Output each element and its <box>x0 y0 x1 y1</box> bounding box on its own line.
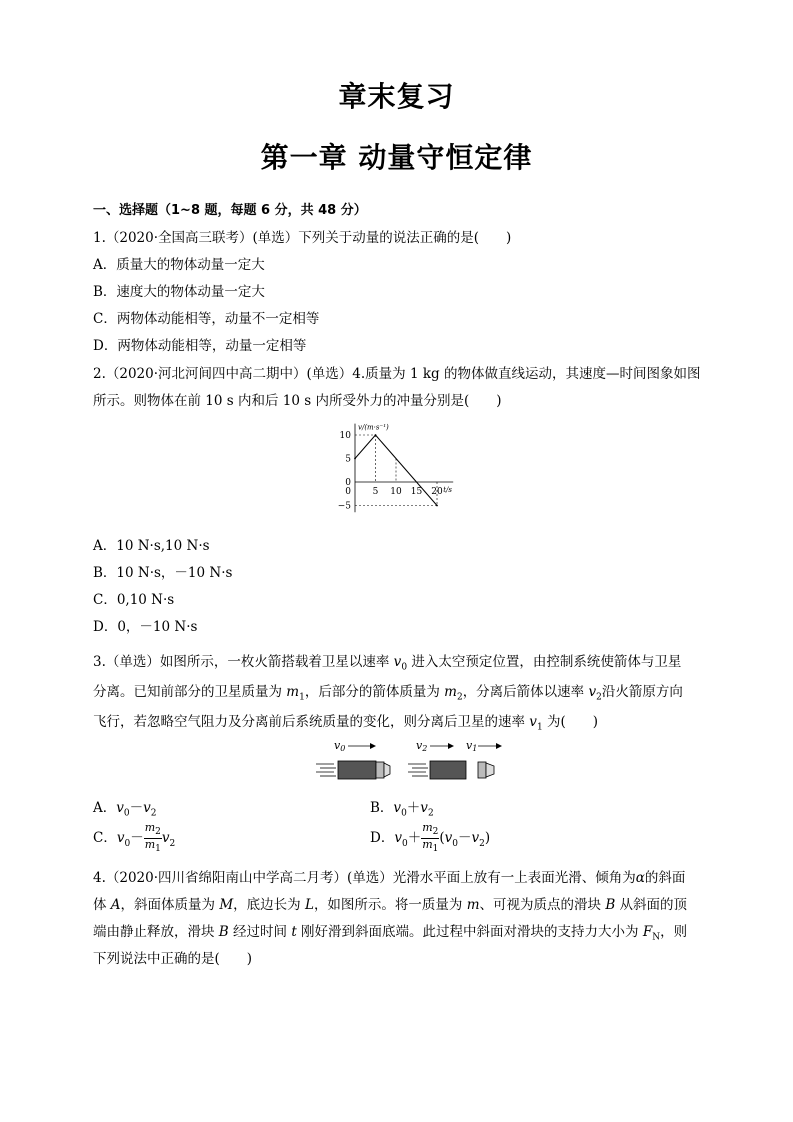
v2-label: v2 <box>416 739 428 753</box>
q1-option-d: D．两物体动能相等，动量一定相等 <box>93 338 307 354</box>
y-tick-label: 5 <box>345 454 351 465</box>
y-tick-label: −5 <box>337 501 351 512</box>
q2-option-d: D．0，－10 N·s <box>93 619 198 635</box>
q1-option-b: B．速度大的物体动量一定大 <box>93 284 265 300</box>
x-tick-label: 10 <box>390 487 402 497</box>
q2-option-b: B．10 N·s，－10 N·s <box>93 565 233 581</box>
exhaust-lines-left <box>316 764 336 776</box>
exhaust-lines-right <box>408 764 428 776</box>
q3-option-c: C．$v_0-$ $\frac{m_2}{m_1}$ $v_2$ <box>93 821 176 855</box>
q3-stem-line1: 3.（单选）如图所示，一枚火箭搭载着卫星以速率 $v_0$ 进入太空预定位置，由控制系统使箭体与卫星 <box>93 654 682 673</box>
q3-option-d: D．$v_0+$ $\frac{m_2}{m_1}$ $(v_0-v_2)$ <box>370 821 491 855</box>
velocity-time-graph <box>325 416 485 516</box>
page-title: 章末复习 <box>338 80 455 113</box>
rocket-separation-figure <box>310 738 505 786</box>
x-tick-label: 5 <box>372 487 379 497</box>
x-tick-label: 0 <box>345 487 351 497</box>
y-tick-label: 10 <box>339 431 351 441</box>
q3-option-b: B．$v_0+v_2$ <box>370 800 434 819</box>
q4-stem-line2: 体 A，斜面体质量为 M，底边长为 L，如图所示。将一质量为 m、可视为质点的滑块 B 从斜面的顶 <box>93 897 688 913</box>
q2-option-a: A．10 N·s,10 N·s <box>93 538 210 554</box>
q3-stem-line3: 飞行，若忽略空气阻力及分离前后系统质量的变化，则分离后卫星的速率 $v_1$ 为( ) <box>93 714 598 733</box>
booster-body <box>430 761 466 779</box>
q4-stem-line4: 下列说法中正确的是( ) <box>93 951 253 967</box>
v0-label: v0 <box>334 739 346 753</box>
q2-stem-line2: 所示。则物体在前 10 s 内和后 10 s 内所受外力的冲量分别是( ) <box>93 393 502 409</box>
rocket-body <box>338 761 376 779</box>
q4-stem-line1: 4.（2020·四川省绵阳南山中学高二月考）(单选）光滑水平面上放有一上表面光滑、倾角为α的斜面 <box>93 870 686 886</box>
data-point <box>354 458 356 460</box>
q4-stem-line3: 端由静止释放，滑块 B 经过时间 t 刚好滑到斜面底端。此过程中斜面对滑块的支持力大小为 $F_N$，则 <box>93 924 688 943</box>
velocity-line-segment <box>355 435 376 459</box>
q1-stem: 1.（2020·全国高三联考）(单选）下列关于动量的说法正确的是( ) <box>93 230 512 246</box>
data-point <box>375 434 377 436</box>
chapter-title: 第一章 动量守恒定律 <box>260 141 533 174</box>
section-heading: 一、选择题（1~8 题，每题 6 分，共 48 分） <box>93 203 367 218</box>
q3-option-a: A．$v_0-v_2$ <box>93 800 157 819</box>
x-tick-label: 20 <box>431 487 443 497</box>
v1-label: v1 <box>466 739 478 753</box>
q1-option-c: C．两物体动能相等，动量不一定相等 <box>93 311 320 327</box>
velocity-line-segment <box>376 435 438 506</box>
q2-stem-line1: 2.（2020·河北河间四中高二期中）(单选）4.质量为 1 kg 的物体做直线运动，其速度—时间图象如图 <box>93 366 701 382</box>
x-axis-label: t/s <box>443 486 452 494</box>
q2-option-c: C．0,10 N·s <box>93 592 175 608</box>
q3-stem-line2: 分离。已知前部分的卫星质量为 $m_1$，后部分的箭体质量为 $m_2$，分离后箭体以速率 $v_2$沿火箭原方向 <box>93 684 683 703</box>
data-point <box>436 505 438 507</box>
y-tick-label: 0 <box>345 478 351 488</box>
satellite <box>478 762 486 778</box>
x-tick-label: 15 <box>410 487 423 497</box>
q1-option-a: A．质量大的物体动量一定大 <box>93 257 265 273</box>
y-axis-label: v/(m·s⁻¹) <box>358 423 389 432</box>
